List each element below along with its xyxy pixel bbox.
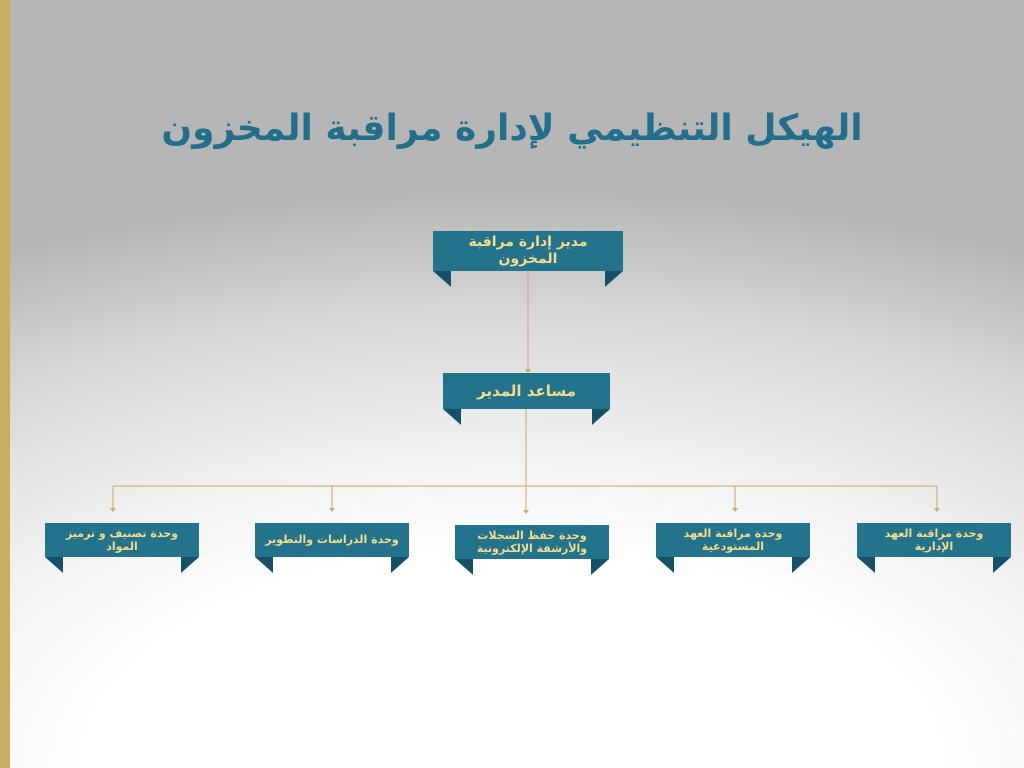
- chart-title: الهيكل التنظيمي لإدارة مراقبة المخزون: [161, 108, 863, 149]
- ribbon-fold-right: [592, 409, 610, 425]
- arrow-unit-4: [329, 508, 335, 512]
- ribbon-fold-right: [391, 557, 409, 573]
- node-unit-classification-coding: [45, 523, 199, 557]
- arrow-unit-3: [523, 510, 529, 514]
- node-assistant-label: مساعد المدير: [443, 373, 610, 409]
- node-unit-admin-custody: [857, 523, 1011, 557]
- node-assistant: [443, 373, 610, 409]
- node-unit-label: وحدة حفظ السجلات والأرشفة الإلكترونية: [455, 525, 609, 559]
- ribbon-fold-right: [181, 557, 199, 573]
- arrow-unit-2: [732, 508, 738, 512]
- ribbon-fold-left: [45, 557, 63, 573]
- node-unit-label: وحدة الدراسات والتطوير: [255, 523, 409, 557]
- ribbon-fold-left: [857, 557, 875, 573]
- node-manager: [433, 231, 623, 271]
- ribbon-fold-left: [455, 559, 473, 575]
- ribbon-fold-left: [255, 557, 273, 573]
- node-manager-label: مدير إدارة مراقبة المخزون: [433, 231, 623, 271]
- node-unit-label: وحدة تصنيف و ترميز المواد: [45, 523, 199, 557]
- ribbon-fold-right: [792, 557, 810, 573]
- arrow-unit-1: [934, 508, 940, 512]
- ribbon-fold-right: [591, 559, 609, 575]
- node-unit-studies-development: [255, 523, 409, 557]
- node-unit-warehouse-custody: [656, 523, 810, 557]
- node-unit-records-archiving: [455, 525, 609, 559]
- ribbon-fold-right: [993, 557, 1011, 573]
- ribbon-fold-left: [656, 557, 674, 573]
- node-unit-label: وحدة مراقبة العهد المستودعية: [656, 523, 810, 557]
- ribbon-fold-left: [433, 271, 451, 287]
- ribbon-fold-left: [443, 409, 461, 425]
- ribbon-fold-right: [605, 271, 623, 287]
- node-unit-label: وحدة مراقبة العهد الإدارية: [857, 523, 1011, 557]
- arrow-unit-5: [110, 508, 116, 512]
